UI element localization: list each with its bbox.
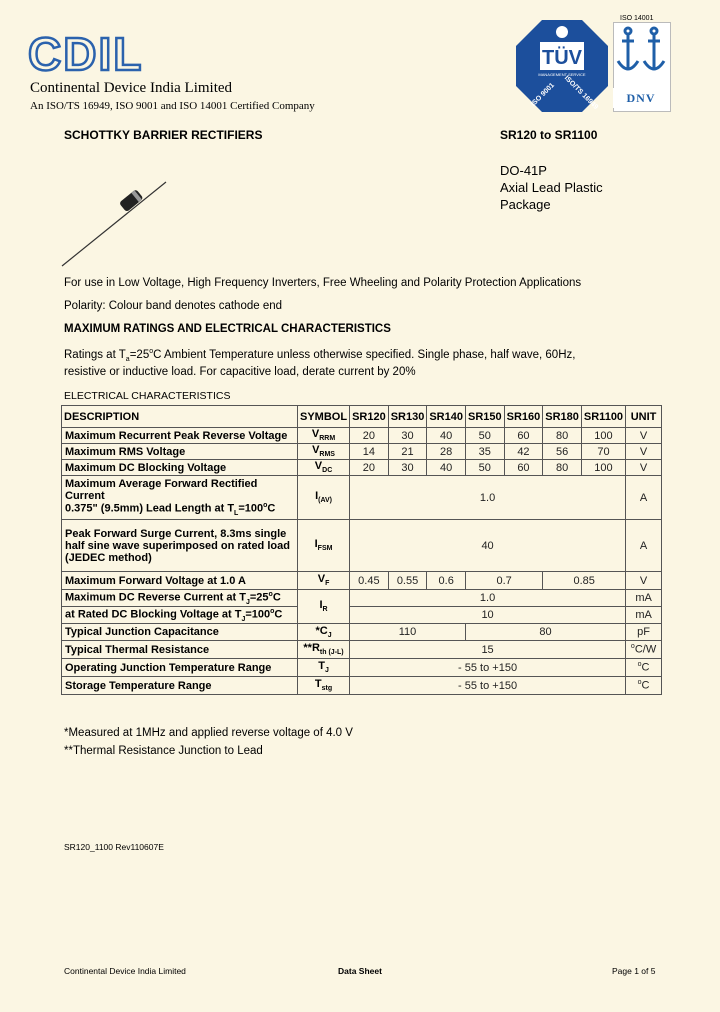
cell: 21: [388, 444, 427, 460]
row-symbol: $V_F$: [298, 572, 350, 590]
row-symbol: $**R_{th (J-L)}$: [298, 641, 350, 659]
row-symbol: $I_{FSM}$: [298, 520, 350, 572]
table-row: [62, 520, 662, 572]
unit-cell: V: [626, 444, 662, 460]
table-row: [62, 428, 662, 444]
cell: 100: [581, 428, 625, 444]
svg-text:MANAGEMENT SERVICE: MANAGEMENT SERVICE: [538, 72, 586, 77]
cell: 28: [427, 444, 466, 460]
cell: 80: [543, 428, 582, 444]
table-row: [62, 476, 662, 520]
cell: 35: [465, 444, 504, 460]
table-row: [62, 641, 662, 659]
row-desc: Typical Thermal Resistance: [62, 641, 298, 659]
ratings-heading: MAXIMUM RATINGS AND ELECTRICAL CHARACTERISTICS: [64, 323, 391, 335]
row-desc: Storage Temperature Range: [62, 677, 298, 695]
cell: 15: [350, 641, 626, 659]
cell: 100: [581, 460, 625, 476]
cell: 30: [388, 460, 427, 476]
tuv-badge-icon: [514, 18, 610, 114]
unit-cell: $^o$C/W: [626, 641, 662, 659]
header-sr150: SR150: [465, 406, 504, 428]
iso-14001-label: ISO 14001: [620, 15, 654, 22]
cell: 0.85: [543, 572, 626, 590]
row-desc: Typical Junction Capacitance: [62, 624, 298, 641]
cell: 1.0: [350, 590, 626, 607]
cell: 0.45: [350, 572, 389, 590]
cell: 80: [465, 624, 625, 641]
table-header-row: [62, 406, 662, 428]
ratings-note-cont: resistive or inductive load. For capacitive load, derate current by 20%: [64, 366, 416, 378]
footer-company: Continental Device India Limited: [64, 966, 186, 976]
unit-cell: $^o$C: [626, 677, 662, 695]
cell: 0.55: [388, 572, 427, 590]
document-title: SCHOTTKY BARRIER RECTIFIERS: [64, 128, 263, 142]
cell: 10: [350, 607, 626, 624]
svg-text:TÜV: TÜV: [542, 47, 582, 69]
unit-cell: V: [626, 460, 662, 476]
table-row: [62, 607, 662, 624]
cell: 40: [427, 460, 466, 476]
cell: - 55 to +150: [350, 659, 626, 677]
cdil-logo: [28, 30, 158, 76]
table-row: [62, 659, 662, 677]
cell: - 55 to +150: [350, 677, 626, 695]
unit-cell: V: [626, 428, 662, 444]
header-description: DESCRIPTION: [62, 406, 298, 428]
package-description: Axial Lead Plastic: [500, 180, 603, 195]
row-desc: Maximum DC Blocking Voltage: [62, 460, 298, 476]
row-desc: Peak Forward Surge Current, 8.3ms single half sine wave superimposed on rated load (JEDEC method): [62, 520, 298, 572]
dnv-label: DNV: [613, 88, 669, 108]
header-sr180: SR180: [543, 406, 582, 428]
table-row: [62, 624, 662, 641]
electrical-characteristics-table: [61, 405, 662, 695]
row-desc: Maximum DC Reverse Current at $T_J=25^oC$: [62, 590, 298, 607]
cell: 0.6: [427, 572, 466, 590]
cell: 20: [350, 460, 389, 476]
part-range: SR120 to SR1100: [500, 128, 598, 142]
row-symbol: $V_{RRM}$: [298, 428, 350, 444]
table-row: [62, 677, 662, 695]
row-desc: Maximum Average Forward Rectified Current 0.375" (9.5mm) Lead Length at $T_L=100^oC$: [62, 476, 298, 520]
row-desc: Maximum RMS Voltage: [62, 444, 298, 460]
row-symbol: $*C_J$: [298, 624, 350, 641]
unit-cell: $^o$C: [626, 659, 662, 677]
header-sr1100: SR1100: [581, 406, 625, 428]
row-desc: at Rated DC Blocking Voltage at $T_J=100^oC$: [62, 607, 298, 624]
header-sr140: SR140: [427, 406, 466, 428]
svg-text:CDIL: CDIL: [28, 30, 144, 76]
row-desc: Operating Junction Temperature Range: [62, 659, 298, 677]
row-symbol: $V_{RMS}$: [298, 444, 350, 460]
cell: 70: [581, 444, 625, 460]
cell: 60: [504, 460, 543, 476]
footer-page-number: Page 1 of 5: [612, 966, 656, 976]
row-symbol: $T_{stg}$: [298, 677, 350, 695]
cell: 0.7: [465, 572, 542, 590]
cell: 56: [543, 444, 582, 460]
row-symbol: $T_J$: [298, 659, 350, 677]
cell: 30: [388, 428, 427, 444]
row-symbol: $V_{DC}$: [298, 460, 350, 476]
cell: 20: [350, 428, 389, 444]
header-sr120: SR120: [350, 406, 389, 428]
revision-code: SR120_1100 Rev110607E: [64, 842, 164, 852]
unit-cell: pF: [626, 624, 662, 641]
unit-cell: A: [626, 476, 662, 520]
header-symbol: SYMBOL: [298, 406, 350, 428]
header-sr130: SR130: [388, 406, 427, 428]
electrical-characteristics-heading: ELECTRICAL CHARACTERISTICS: [64, 390, 231, 402]
row-symbol: $I_R$: [298, 590, 350, 624]
anchor-icon: [614, 23, 670, 87]
cell: 110: [350, 624, 466, 641]
package-description-cont: Package: [500, 197, 551, 212]
package-type: DO-41P: [500, 163, 547, 178]
cell: 40: [350, 520, 626, 572]
header-unit: UNIT: [626, 406, 662, 428]
company-certification: An ISO/TS 16949, ISO 9001 and ISO 14001 Certified Company: [30, 100, 315, 112]
svg-text:ISO/TS 16949: ISO/TS 16949: [562, 74, 600, 112]
cell: 40: [427, 428, 466, 444]
cell: 60: [504, 428, 543, 444]
polarity-text: Polarity: Colour band denotes cathode end: [64, 300, 283, 312]
cell: 14: [350, 444, 389, 460]
cell: 80: [543, 460, 582, 476]
applications-text: For use in Low Voltage, High Frequency Inverters, Free Wheeling and Polarity Protection Applications: [64, 277, 582, 289]
unit-cell: A: [626, 520, 662, 572]
diode-package-icon: [60, 180, 170, 270]
cell: 42: [504, 444, 543, 460]
row-desc: Maximum Recurrent Peak Reverse Voltage: [62, 428, 298, 444]
cell: 50: [465, 428, 504, 444]
svg-text:ISO 9001: ISO 9001: [530, 82, 556, 108]
table-row: [62, 572, 662, 590]
row-symbol: $I_{(AV)}$: [298, 476, 350, 520]
cell: 50: [465, 460, 504, 476]
table-row: [62, 460, 662, 476]
unit-cell: V: [626, 572, 662, 590]
footnote-capacitance: *Measured at 1MHz and applied reverse voltage of 4.0 V: [64, 727, 353, 739]
ratings-note: Ratings at $T_a=25^oC$ Ambient Temperature unless otherwise specified. Single phase, half wave, 60Hz,: [64, 348, 576, 364]
unit-cell: mA: [626, 607, 662, 624]
table-row: [62, 444, 662, 460]
footnote-thermal: **Thermal Resistance Junction to Lead: [64, 745, 263, 757]
company-name: Continental Device India Limited: [30, 80, 233, 96]
cell: 1.0: [350, 476, 626, 520]
row-desc: Maximum Forward Voltage at 1.0 A: [62, 572, 298, 590]
unit-cell: mA: [626, 590, 662, 607]
header-sr160: SR160: [504, 406, 543, 428]
table-row: [62, 590, 662, 607]
footer-doc-type: Data Sheet: [338, 966, 382, 976]
